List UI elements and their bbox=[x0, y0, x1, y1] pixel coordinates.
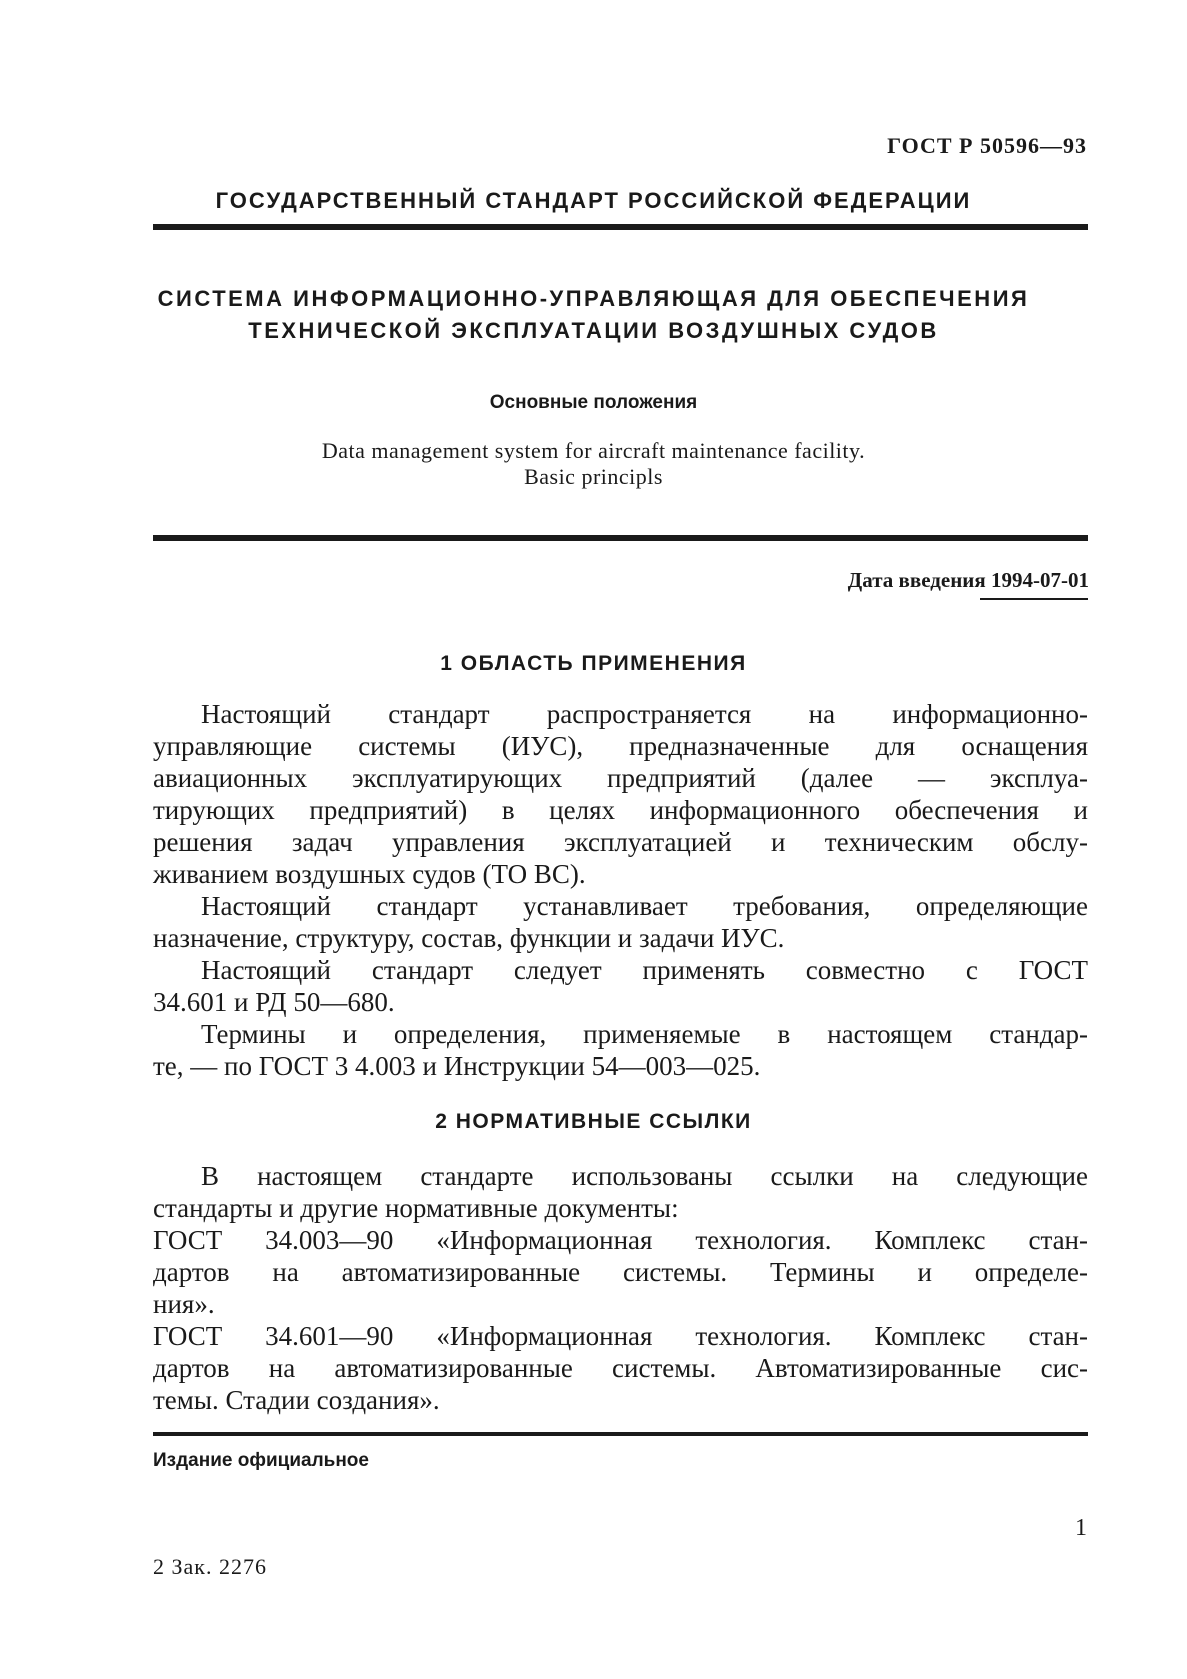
introduction-date: Дата введения 1994-07-01 bbox=[847, 568, 1089, 592]
text-line: В настоящем стандарте использованы ссылки на следующие bbox=[201, 1161, 1088, 1191]
subtitle: Основные положения bbox=[489, 392, 698, 413]
text-line: решения задач управления эксплуатацией и техническим обслу- bbox=[153, 827, 1088, 857]
title-rule bbox=[153, 535, 1088, 541]
edition-label: Издание официальное bbox=[153, 1450, 369, 1471]
english-title-line-2: Basic principls bbox=[524, 464, 663, 489]
text-line: Термины и определения, применяемые в настоящем стандар- bbox=[201, 1019, 1088, 1049]
title-line-1: СИСТЕМА ИНФОРМАЦИОННО-УПРАВЛЯЮЩАЯ ДЛЯ ОБЕСПЕЧЕНИЯ bbox=[157, 286, 1030, 311]
section-1-heading: 1 ОБЛАСТЬ ПРИМЕНЕНИЯ bbox=[440, 652, 747, 675]
text-line: дартов на автоматизированные системы. Термины и определе- bbox=[153, 1257, 1088, 1287]
text-line: дартов на автоматизированные системы. Автоматизированные сис- bbox=[153, 1353, 1088, 1383]
text-line: тирующих предприятий) в целях информационного обеспечения и bbox=[153, 795, 1088, 825]
text-line: темы. Стадии создания». bbox=[153, 1385, 440, 1415]
text-line: Настоящий стандарт следует применять совместно с ГОСТ bbox=[201, 955, 1088, 985]
title-line-2: ТЕХНИЧЕСКОЙ ЭКСПЛУАТАЦИИ ВОЗДУШНЫХ СУДОВ bbox=[248, 318, 939, 343]
section-1-body bbox=[153, 698, 1088, 1082]
text-line: авиационных эксплуатирующих предприятий (далее — эксплуа- bbox=[153, 763, 1088, 793]
text-line: ГОСТ 34.601—90 «Информационная технология. Комплекс стан- bbox=[153, 1321, 1088, 1351]
text-line: 34.601 и РД 50—680. bbox=[153, 987, 395, 1017]
standard-code: ГОСТ Р 50596—93 bbox=[887, 133, 1087, 158]
text-line: Настоящий стандарт устанавливает требования, определяющие bbox=[201, 891, 1088, 921]
top-rule bbox=[153, 224, 1088, 230]
text-line: живанием воздушных судов (ТО ВС). bbox=[153, 859, 586, 889]
section-2-body bbox=[153, 1160, 1088, 1416]
text-line: ГОСТ 34.003—90 «Информационная технология. Комплекс стан- bbox=[153, 1225, 1088, 1255]
text-line: управляющие системы (ИУС), предназначенные для оснащения bbox=[153, 731, 1088, 761]
text-line: стандарты и другие нормативные документы: bbox=[153, 1193, 679, 1223]
page-number: 1 bbox=[1075, 1515, 1087, 1541]
footer-rule bbox=[153, 1432, 1088, 1436]
text-line: Настоящий стандарт распространяется на информационно- bbox=[201, 699, 1088, 729]
section-2-heading: 2 НОРМАТИВНЫЕ ССЫЛКИ bbox=[435, 1110, 752, 1133]
agency-heading: ГОСУДАРСТВЕННЫЙ СТАНДАРТ РОССИЙСКОЙ ФЕДЕРАЦИИ bbox=[215, 188, 972, 213]
english-title-line-1: Data management system for aircraft maintenance facility. bbox=[321, 438, 866, 463]
text-line: те, — по ГОСТ 3 4.003 и Инструкции 54—003—025. bbox=[153, 1051, 761, 1081]
text-line: ния». bbox=[153, 1289, 215, 1319]
text-line: назначение, структуру, состав, функции и задачи ИУС. bbox=[153, 923, 785, 953]
order-number: 2 Зак. 2276 bbox=[153, 1554, 267, 1579]
date-underline bbox=[980, 598, 1088, 600]
